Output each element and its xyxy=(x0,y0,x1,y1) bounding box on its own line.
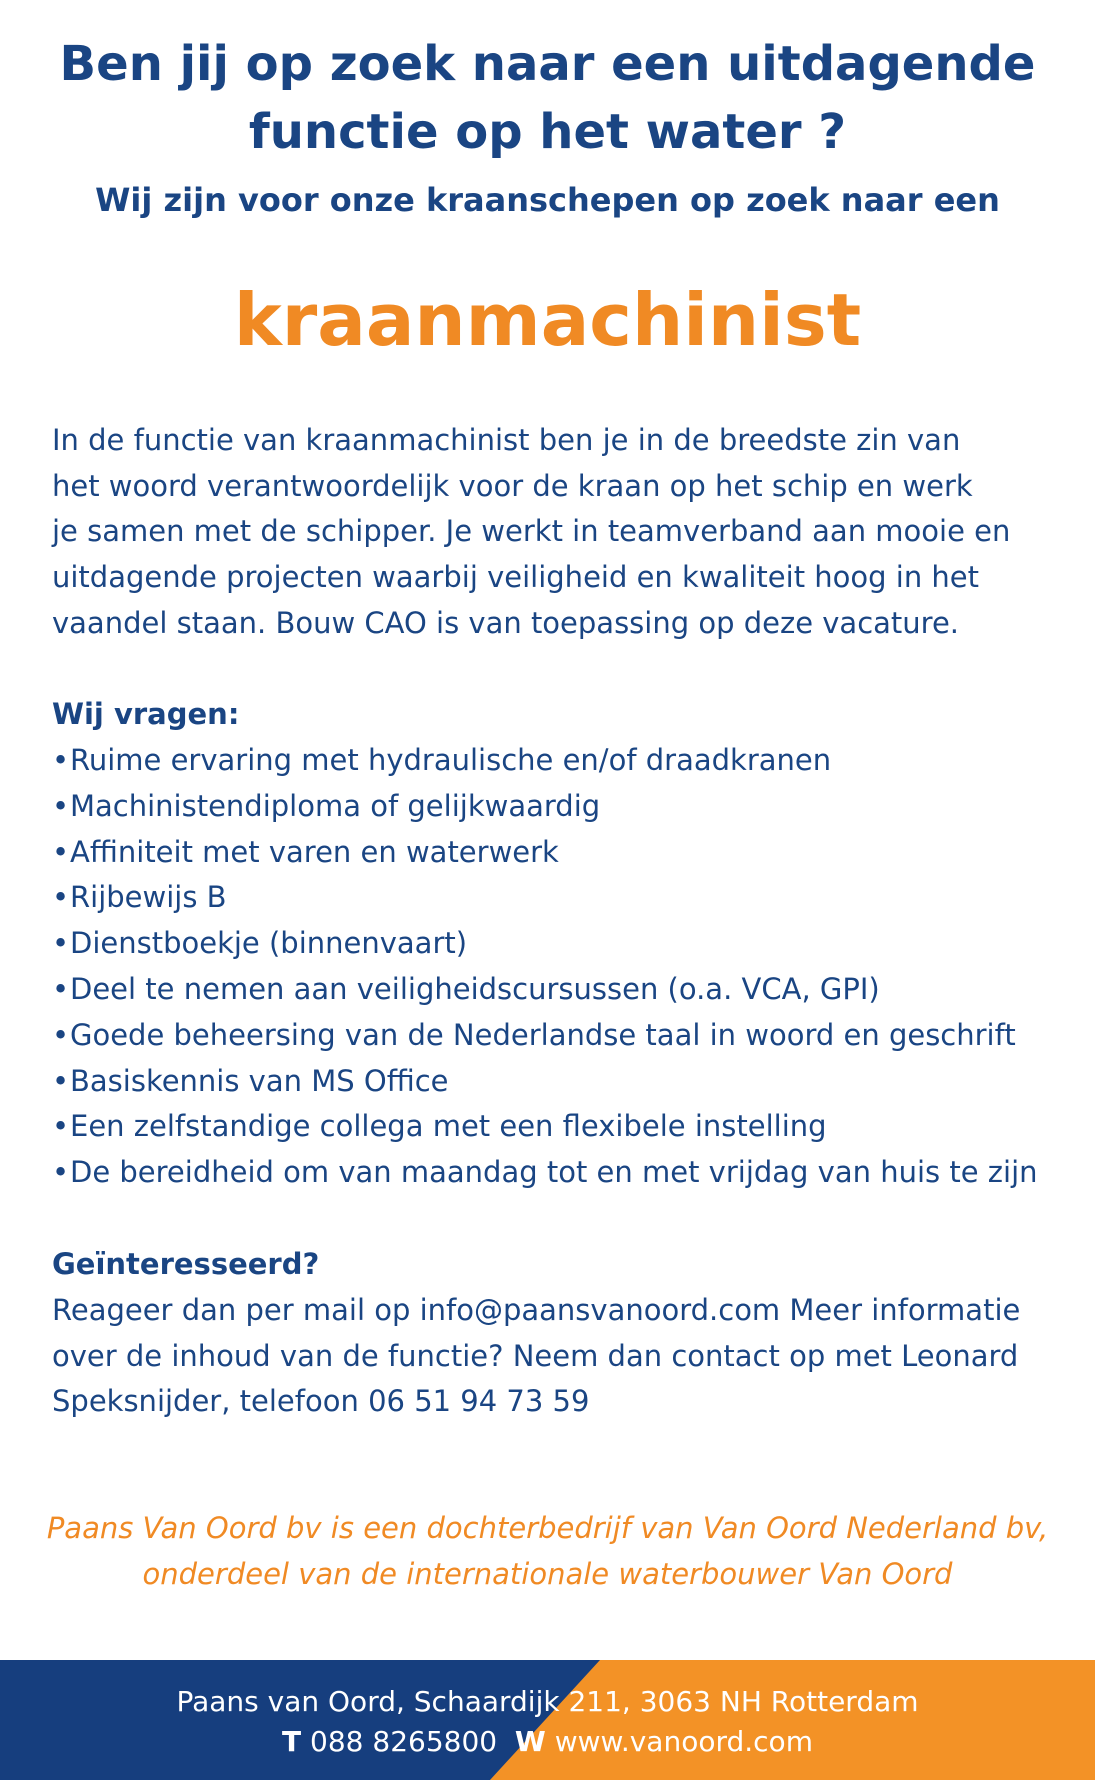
phone-label: T xyxy=(282,1725,302,1758)
intro-paragraph xyxy=(52,418,1062,647)
list-item xyxy=(52,1104,1082,1150)
footer-phone: 088 8265800 xyxy=(310,1725,498,1758)
bullet-icon: • xyxy=(52,880,70,915)
bullet-icon: • xyxy=(52,971,70,1006)
company-note xyxy=(0,1505,1095,1597)
footer-banner xyxy=(0,1660,1095,1780)
intro-line: het woord verantwoordelijk voor de kraan op het schip en werk xyxy=(52,468,973,503)
requirement-text: Ruime ervaring met hydraulische en/of draadkranen xyxy=(70,743,832,777)
web-label: W xyxy=(514,1725,546,1758)
requirement-text: Affiniteit met varen en waterwerk xyxy=(70,834,559,869)
footer-text xyxy=(0,1682,1095,1762)
requirement-text: Een zelfstandige collega met een flexibele instelling xyxy=(70,1109,827,1144)
footer-address: Paans van Oord, Schaardijk 211, 3063 NH Rotterdam xyxy=(176,1685,919,1718)
bullet-icon: • xyxy=(52,926,70,961)
requirement-text: Goede beheersing van de Nederlandse taal in woord en geschrift xyxy=(70,1017,1016,1052)
bullet-icon: • xyxy=(52,743,70,777)
company-note-line-2: onderdeel van de internationale waterbouwer Van Oord xyxy=(142,1557,953,1591)
bullet-icon: • xyxy=(52,1063,70,1098)
intro-line: je samen met de schipper. Je werkt in teamverband aan mooie en xyxy=(52,514,1011,549)
bullet-icon: • xyxy=(52,1017,70,1052)
requirements-heading: Wij vragen: xyxy=(52,697,240,731)
headline-line-2: functie op het water ? xyxy=(248,104,847,160)
bullet-icon: • xyxy=(52,788,70,823)
requirement-text: De bereidheid om van maandag tot en met vrijdag van huis te zijn xyxy=(70,1155,1038,1190)
requirement-text: Deel te nemen aan veiligheidscursussen (o.a. VCA, GPI) xyxy=(70,971,880,1006)
contact-line: over de inhoud van de functie? Neem dan contact op met Leonard xyxy=(52,1338,1019,1373)
list-item xyxy=(52,1150,1082,1196)
list-item xyxy=(52,875,1082,921)
list-item xyxy=(52,830,1082,876)
intro-line: uitdagende projecten waarbij veiligheid en kwaliteit hoog in het xyxy=(52,560,980,595)
bullet-icon: • xyxy=(52,1109,70,1144)
bullet-icon: • xyxy=(52,1155,70,1190)
intro-line: In de functie van kraanmachinist ben je in de breedste zin van xyxy=(52,423,961,457)
footer-contact-line xyxy=(0,1722,1095,1762)
intro-line: vaandel staan. Bouw CAO is van toepassing op deze vacature. xyxy=(52,605,960,640)
contact-line: Reageer dan per mail op info@paansvanoord.com Meer informatie xyxy=(52,1293,1021,1327)
requirements-list xyxy=(52,738,1082,1196)
requirement-text: Dienstboekje (binnenvaart) xyxy=(70,926,468,961)
list-item xyxy=(52,921,1082,967)
subheadline: Wij zijn voor onze kraanschepen op zoek naar een xyxy=(95,181,1000,219)
interested-heading: Geïnteresseerd? xyxy=(52,1247,320,1281)
requirement-text: Rijbewijs B xyxy=(70,880,227,915)
footer-website: www.vanoord.com xyxy=(554,1725,813,1758)
list-item xyxy=(52,784,1082,830)
job-title: kraanmachinist xyxy=(233,278,862,362)
bullet-icon: • xyxy=(52,834,70,869)
headline xyxy=(0,30,1095,166)
requirement-text: Machinistendiploma of gelijkwaardig xyxy=(70,788,601,823)
contact-paragraph xyxy=(52,1288,1062,1425)
list-item xyxy=(52,1059,1082,1105)
contact-line: Speksnijder, telefoon 06 51 94 73 59 xyxy=(52,1384,590,1419)
requirement-text: Basiskennis van MS Office xyxy=(70,1063,449,1098)
list-item xyxy=(52,1013,1082,1059)
company-note-line-1: Paans Van Oord bv is een dochterbedrijf van Van Oord Nederland bv, xyxy=(46,1511,1049,1545)
list-item xyxy=(52,967,1082,1013)
headline-line-1: Ben jij op zoek naar een uitdagende xyxy=(59,36,1036,92)
list-item xyxy=(52,738,1082,784)
